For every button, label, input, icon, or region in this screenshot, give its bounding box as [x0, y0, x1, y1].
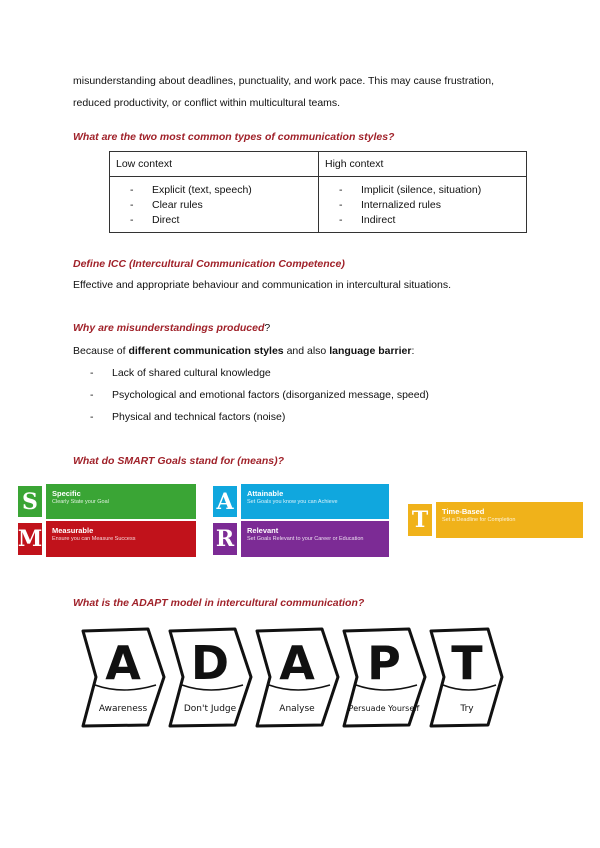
list-item: - Implicit (silence, situation)	[339, 184, 482, 196]
intro-line-2: reduced productivity, or conflict within multicultural teams.	[73, 97, 341, 109]
list-item: - Psychological and emotional factors (disorganized message, speed)	[90, 389, 429, 401]
list-item: - Explicit (text, speech)	[130, 184, 252, 196]
smart-specific	[14, 484, 196, 519]
smart-attainable	[209, 484, 389, 519]
smart-time-based	[404, 502, 583, 538]
high-context-header: High context	[319, 152, 527, 177]
question-smart-goals: What do SMART Goals stand for (means)?	[73, 455, 284, 467]
smart-letter-s: S	[18, 486, 42, 517]
smart-subtitle: Ensure you can Measure Success	[52, 536, 136, 542]
adapt-diagram	[78, 625, 508, 731]
list-item: - Lack of shared cultural knowledge	[90, 367, 271, 379]
list-item: - Clear rules	[130, 199, 203, 211]
list-item: - Internalized rules	[339, 199, 441, 211]
adapt-label-persuade: Persuade Yourself	[348, 704, 420, 713]
smart-letter-t: T	[408, 504, 432, 536]
smart-title: Specific	[52, 489, 81, 498]
adapt-letter-d: D	[190, 636, 230, 690]
smart-subtitle: Set a Deadline for Completion	[442, 517, 516, 523]
smart-subtitle: Clearly State your Goal	[52, 499, 109, 505]
smart-title: Measurable	[52, 526, 94, 535]
adapt-label-analyse: Analyse	[279, 704, 315, 714]
smart-letter-a: A	[213, 486, 237, 517]
smart-title: Relevant	[247, 526, 279, 535]
question-communication-styles: What are the two most common types of communication styles?	[73, 131, 395, 143]
question-adapt-model: What is the ADAPT model in intercultural communication?	[73, 597, 365, 609]
smart-title: Time-Based	[442, 507, 485, 516]
adapt-label-try: Try	[460, 704, 474, 714]
context-table	[109, 151, 527, 233]
answer-icc: Effective and appropriate behaviour and communication in intercultural situations.	[73, 279, 452, 291]
smart-letter-r: R	[213, 523, 237, 555]
question-misunderstandings: Why are misunderstandings produced?	[73, 322, 271, 334]
smart-subtitle: Set Goals you know you can Achieve	[247, 499, 338, 505]
smart-title: Attainable	[247, 489, 284, 498]
low-context-cell	[110, 177, 319, 233]
smart-letter-m: M	[18, 523, 42, 555]
adapt-letter-t: T	[451, 636, 483, 690]
adapt-label-awareness: Awareness	[98, 704, 148, 714]
smart-subtitle: Set Goals Relevant to your Career or Education	[247, 536, 364, 542]
high-context-cell	[319, 177, 527, 233]
adapt-letter-a1: A	[105, 636, 141, 690]
smart-relevant	[209, 521, 389, 557]
adapt-letter-a2: A	[279, 636, 315, 690]
question-define-icc: Define ICC (Intercultural Communication Competence)	[73, 258, 345, 270]
adapt-letter-p: P	[367, 636, 401, 690]
list-item: - Indirect	[339, 214, 396, 226]
list-item: - Physical and technical factors (noise)	[90, 411, 286, 423]
smart-measurable	[14, 521, 196, 557]
answer-misunderstandings: Because of different communication styles and also language barrier:	[73, 345, 415, 357]
misunderstanding-factors-list	[90, 362, 429, 428]
low-context-header: Low context	[110, 152, 319, 177]
adapt-label-dont-judge: Don't Judge	[183, 704, 237, 714]
intro-line-1: misunderstanding about deadlines, punctuality, and work pace. This may cause frustration,	[73, 75, 495, 87]
list-item: - Direct	[130, 214, 180, 226]
